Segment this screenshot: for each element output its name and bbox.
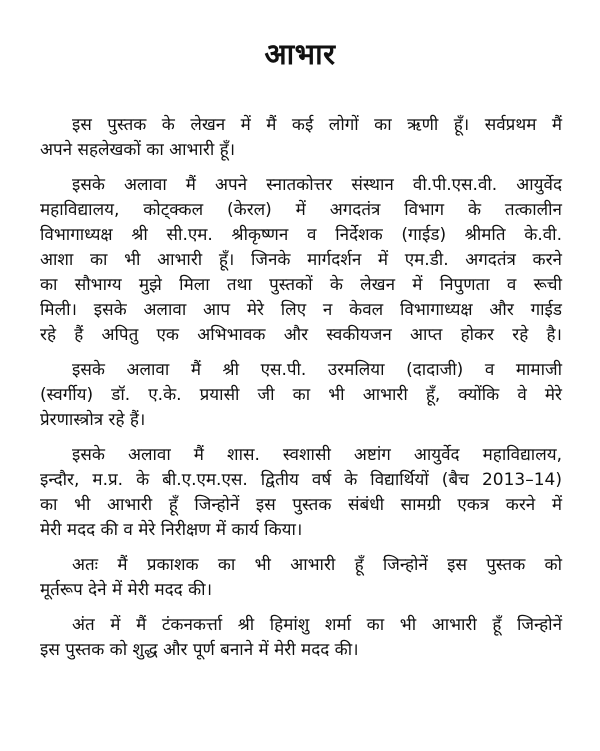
text-line: रहे हैं अपितु एक अभिभावक और स्वकीयजन आप्त होकर रहे है। — [40, 325, 562, 345]
text-line: अतः मैं प्रकाशक का भी आभारी हूँ जिन्होनें इस पुस्तक को — [72, 555, 562, 575]
text-line: प्रेरणास्त्रोत्र रहे हैं। — [40, 410, 146, 430]
paragraph-1 — [40, 113, 562, 163]
text-line: मिली। इसके अलावा आप मेरे लिए न केवल विभागाध्यक्ष और गाईड — [40, 300, 562, 320]
paragraph-6 — [40, 613, 562, 663]
text-line: इसके अलावा मैं श्री एस.पी. उरमलिया (दादाजी) व मामाजी — [72, 360, 562, 380]
text-line: इसके अलावा मैं अपने स्नातकोत्तर संस्थान वी.पी.एस.वी. आयुर्वेद — [72, 175, 562, 195]
text-line: का सौभाग्य मुझे मिला तथा पुस्तकों के लेखन में निपुणता व रूची — [40, 275, 562, 295]
paragraph-4 — [40, 443, 562, 543]
text-line: का भी आभारी हूँ जिन्होनें इस पुस्तक संबंधी सामग्री एकत्र करने में — [40, 495, 562, 515]
text-line: इसके अलावा मैं शास. स्वशासी अष्टांग आयुर्वेद महाविद्यालय, — [72, 445, 562, 465]
text-line: मेरी मदद की व मेरे निरीक्षण में कार्य किया। — [40, 520, 303, 540]
text-line: अंत में मैं टंकनकर्त्ता श्री हिमांशु शर्मा का भी आभारी हूँ जिन्होनें — [72, 615, 562, 635]
text-line: महाविद्यालय, कोट्क्कल (केरल) में अगदतंत्र विभाग के तत्कालीन — [40, 200, 562, 220]
paragraph-5 — [40, 553, 562, 603]
text-line: विभागाध्यक्ष श्री सी.एम. श्रीकृष्णन व निर्देशक (गाईड) श्रीमति के.वी. — [40, 225, 562, 245]
document-body — [40, 113, 562, 673]
text-line: अपने सहलेखकों का आभारी हूँ। — [40, 140, 236, 160]
text-line: मूर्तरूप देने में मेरी मदद की। — [40, 580, 213, 600]
paragraph-3 — [40, 358, 562, 433]
page-title: आभार — [264, 37, 336, 71]
text-line: इस पुस्तक के लेखन में मैं कई लोगों का ऋणी हूँ। सर्वप्रथम मैं — [72, 115, 562, 135]
text-line: इन्दौर, म.प्र. के बी.ए.एम.एस. द्वितीय वर्ष के विद्यार्थियों (बैच 2013–14) — [40, 470, 562, 490]
text-line: आशा का भी आभारी हूँ। जिनके मार्गदर्शन में एम.डी. अगदतंत्र करने — [40, 250, 562, 270]
text-line: इस पुस्तक को शुद्ध और पूर्ण बनाने में मेरी मदद की। — [40, 640, 359, 660]
text-line: (स्वर्गीय) डॉ. ए.के. प्रयासी जी का भी आभारी हूँ, क्योंकि वे मेरे — [40, 385, 562, 405]
paragraph-2 — [40, 173, 562, 348]
